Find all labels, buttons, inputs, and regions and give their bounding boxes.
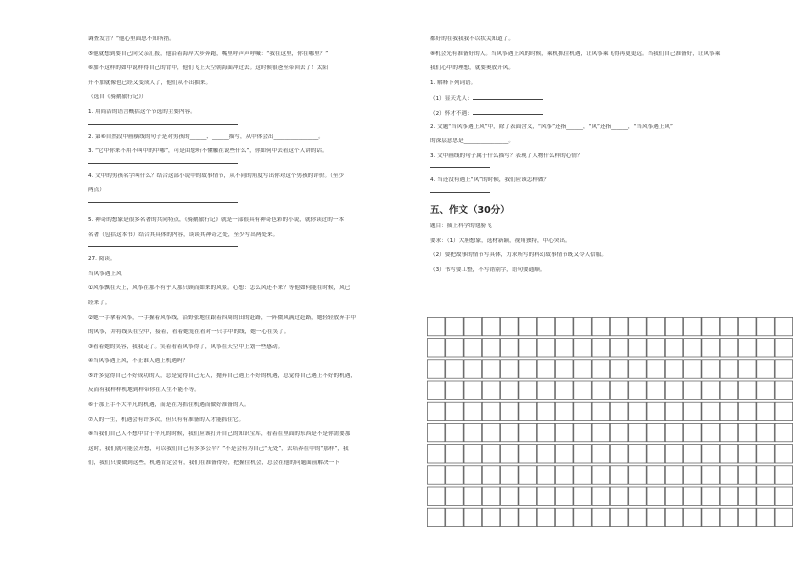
grid-cell[interactable] <box>739 402 757 420</box>
grid-cell[interactable] <box>446 381 464 399</box>
grid-cell[interactable] <box>482 402 500 420</box>
grid-cell[interactable] <box>501 423 518 441</box>
grid-cell[interactable] <box>574 423 592 441</box>
grid-cell[interactable] <box>592 360 610 378</box>
grid-cell[interactable] <box>556 360 574 378</box>
grid-cell[interactable] <box>702 360 720 378</box>
grid-cell[interactable] <box>757 508 775 526</box>
answer-line <box>88 124 238 125</box>
grid-cell[interactable] <box>537 508 555 526</box>
grid-cell[interactable] <box>574 381 592 399</box>
grid-cell[interactable] <box>739 360 757 378</box>
grid-cell[interactable] <box>574 466 592 484</box>
section-five-title: 五、作文（30分） <box>430 204 510 216</box>
passage-line: 我们心中的理想，就要奥放开风。 <box>430 65 514 72</box>
grid-cell[interactable] <box>537 360 555 378</box>
question-3: 3. 文中画线的句子属于什么描写？表现了人物什么样的心情？ <box>430 152 583 159</box>
grid-cell[interactable] <box>775 360 793 378</box>
source-note: （选自《骑鹅旅行记》） <box>88 94 147 101</box>
grid-cell[interactable] <box>519 317 537 335</box>
requirement-1: 要求：（1）大胆想象，选材新颖，视角独特，中心突出。 <box>430 237 571 244</box>
answer-blank <box>473 94 543 100</box>
text-line: 的深层意思是________________。 <box>430 138 514 145</box>
text-line: 两点） <box>88 187 105 194</box>
grid-cell[interactable] <box>757 445 775 463</box>
grid-cell[interactable] <box>446 423 464 441</box>
passage-line: 的风筝，并将线头在空中，接着，看着她笼在看对一只手中的线，她一心在笑了。 <box>88 329 290 336</box>
grid-cell[interactable] <box>702 402 720 420</box>
grid-cell[interactable] <box>519 423 537 441</box>
left-column <box>88 36 418 475</box>
grid-cell[interactable] <box>464 466 482 484</box>
grid-cell[interactable] <box>537 402 555 420</box>
grid-cell[interactable] <box>537 381 555 399</box>
grid-cell[interactable] <box>629 508 647 526</box>
passage-line: ⑧机会光有准备好的人。当风筝遇上风的时候，乘机抓住机遇，让风筝乘飞得再更更远。当我们自己准备好，让风筝乘 <box>430 50 721 57</box>
grid-cell[interactable] <box>684 508 702 526</box>
grid-cell[interactable] <box>519 487 537 505</box>
vocab-item-1: （1）显天尤人： <box>430 94 792 101</box>
grid-cell[interactable] <box>757 466 775 484</box>
grid-cell[interactable] <box>592 381 610 399</box>
grid-cell[interactable] <box>702 381 720 399</box>
grid-cell[interactable] <box>647 466 665 484</box>
grid-cell[interactable] <box>446 360 464 378</box>
grid-cell[interactable] <box>720 487 738 505</box>
grid-cell[interactable] <box>647 487 665 505</box>
grid-cell[interactable] <box>610 487 628 505</box>
grid-cell[interactable] <box>464 508 482 526</box>
grid-cell[interactable] <box>720 466 738 484</box>
text-line: 调查发言？”他心里面思不知所措。 <box>88 36 175 42</box>
passage-line: ④当风筝遇上风，不止谁人遇上机遇吗？ <box>88 358 189 365</box>
grid-cell[interactable] <box>629 360 647 378</box>
grid-cell[interactable] <box>665 445 683 463</box>
grid-cell[interactable] <box>501 466 518 484</box>
passage-line: ⑤许多觉得自己不好成功的人，总是觉得自己无人，抛弃自己遇上不好的机遇，总觉得自己遇上不好的机遇， <box>88 372 356 379</box>
grid-cell[interactable] <box>702 445 720 463</box>
grid-cell[interactable] <box>537 339 555 357</box>
grid-cell[interactable] <box>501 402 518 420</box>
grid-cell[interactable] <box>757 381 775 399</box>
grid-cell[interactable] <box>482 423 500 441</box>
grid-cell[interactable] <box>482 466 500 484</box>
grid-cell[interactable] <box>446 487 464 505</box>
grid-cell[interactable] <box>720 423 738 441</box>
grid-cell[interactable] <box>519 402 537 420</box>
grid-cell[interactable] <box>629 317 647 335</box>
grid-cell[interactable] <box>665 339 683 357</box>
grid-cell[interactable] <box>757 402 775 420</box>
grid-cell[interactable] <box>574 339 592 357</box>
grid-cell[interactable] <box>482 508 500 526</box>
grid-cell[interactable] <box>556 487 574 505</box>
passage-title: 当风筝遇上风 <box>88 270 122 277</box>
grid-cell[interactable] <box>702 487 720 505</box>
grid-cell[interactable] <box>592 339 610 357</box>
essay-topic: 题目：插上科学的翅膀飞 <box>430 222 492 229</box>
grid-cell[interactable] <box>427 445 445 463</box>
grid-cell[interactable] <box>610 423 628 441</box>
grid-cell[interactable] <box>720 402 738 420</box>
grid-cell[interactable] <box>757 339 775 357</box>
grid-cell[interactable] <box>427 466 445 484</box>
answer-line <box>88 163 238 164</box>
grid-cell[interactable] <box>775 508 793 526</box>
grid-cell[interactable] <box>684 402 702 420</box>
grid-cell[interactable] <box>665 381 683 399</box>
grid-cell[interactable] <box>556 508 574 526</box>
grid-cell[interactable] <box>665 487 683 505</box>
grid-cell[interactable] <box>556 339 574 357</box>
grid-cell[interactable] <box>519 466 537 484</box>
grid-cell[interactable] <box>684 381 702 399</box>
passage-line: 反而有我样样机地到样带你在人生不能不等。 <box>88 387 200 394</box>
grid-cell[interactable] <box>647 360 665 378</box>
grid-cell[interactable] <box>556 317 574 335</box>
grid-cell[interactable] <box>665 402 683 420</box>
grid-cell[interactable] <box>556 402 574 420</box>
grid-cell[interactable] <box>629 466 647 484</box>
grid-cell[interactable] <box>684 317 702 335</box>
grid-cell[interactable] <box>647 317 665 335</box>
grid-cell[interactable] <box>574 508 592 526</box>
grid-cell[interactable] <box>446 445 464 463</box>
grid-cell[interactable] <box>556 381 574 399</box>
grid-cell[interactable] <box>537 445 555 463</box>
grid-cell[interactable] <box>610 381 628 399</box>
grid-cell[interactable] <box>720 445 738 463</box>
grid-cell[interactable] <box>574 360 592 378</box>
passage-line: 这时，我们就可能会开想，可以我们自己有多多公平？”不是会有为自己“无处”，去培养在中的“那样”，我 <box>88 445 349 452</box>
grid-cell[interactable] <box>501 445 518 463</box>
grid-cell[interactable] <box>775 339 793 357</box>
grid-cell[interactable] <box>629 339 647 357</box>
grid-cell[interactable] <box>739 423 757 441</box>
grid-cell[interactable] <box>720 317 738 335</box>
grid-cell[interactable] <box>647 339 665 357</box>
grid-cell[interactable] <box>610 360 628 378</box>
grid-cell[interactable] <box>720 508 738 526</box>
grid-cell[interactable] <box>757 487 775 505</box>
grid-cell[interactable] <box>537 423 555 441</box>
grid-cell[interactable] <box>702 423 720 441</box>
grid-cell[interactable] <box>464 402 482 420</box>
grid-cell[interactable] <box>501 381 518 399</box>
answer-line <box>88 202 238 203</box>
grid-cell[interactable] <box>427 381 445 399</box>
question-1: 1. 解释下列词语。 <box>430 79 477 86</box>
writing-grid[interactable] <box>427 317 793 527</box>
grid-cell[interactable] <box>775 402 793 420</box>
text-line: 升不加就像也已经又变成人了，他们从不出抽来。 <box>88 79 212 86</box>
grid-cell[interactable] <box>757 423 775 441</box>
grid-cell[interactable] <box>629 423 647 441</box>
grid-cell[interactable] <box>739 508 757 526</box>
grid-cell[interactable] <box>739 487 757 505</box>
question-4: 4. 当还没有遇上“风”的时候，我们应该怎样做？ <box>430 177 550 184</box>
passage-line: 们，我们只要做到这些，机遇肯定会有，我们在准备得好，把握住机会，总会在他的问题面前解决一下 <box>88 460 340 467</box>
grid-cell[interactable] <box>592 466 610 484</box>
grid-cell[interactable] <box>665 360 683 378</box>
grid-cell[interactable] <box>482 360 500 378</box>
grid-cell[interactable] <box>574 317 592 335</box>
grid-cell[interactable] <box>501 317 518 335</box>
grid-cell[interactable] <box>720 381 738 399</box>
grid-cell[interactable] <box>739 339 757 357</box>
grid-cell[interactable] <box>501 487 518 505</box>
grid-cell[interactable] <box>647 508 665 526</box>
grid-cell[interactable] <box>464 381 482 399</box>
passage-line: ⑦人的一生，机遇会有许多次，但只有有准备的人才能抓住它。 <box>88 416 245 423</box>
grid-cell[interactable] <box>446 466 464 484</box>
grid-cell[interactable] <box>482 317 500 335</box>
grid-cell[interactable] <box>775 445 793 463</box>
grid-cell[interactable] <box>757 360 775 378</box>
grid-cell[interactable] <box>684 445 702 463</box>
grid-cell[interactable] <box>739 466 757 484</box>
grid-cell[interactable] <box>775 466 793 484</box>
grid-cell[interactable] <box>702 466 720 484</box>
grid-cell[interactable] <box>775 423 793 441</box>
vocab-item-2: （2）怀才不遇： <box>430 109 792 116</box>
right-column <box>430 36 792 281</box>
grid-cell[interactable] <box>464 423 482 441</box>
grid-cell[interactable] <box>519 339 537 357</box>
grid-cell[interactable] <box>610 402 628 420</box>
grid-cell[interactable] <box>482 381 500 399</box>
answer-line <box>88 246 238 247</box>
grid-cell[interactable] <box>684 487 702 505</box>
grid-cell[interactable] <box>647 445 665 463</box>
grid-cell[interactable] <box>592 402 610 420</box>
grid-cell[interactable] <box>501 360 518 378</box>
grid-cell[interactable] <box>610 466 628 484</box>
grid-cell[interactable] <box>446 508 464 526</box>
grid-cell[interactable] <box>537 487 555 505</box>
grid-cell[interactable] <box>775 487 793 505</box>
grid-cell[interactable] <box>702 317 720 335</box>
grid-cell[interactable] <box>556 466 574 484</box>
grid-cell[interactable] <box>537 466 555 484</box>
grid-cell[interactable] <box>684 360 702 378</box>
grid-cell[interactable] <box>464 360 482 378</box>
grid-cell[interactable] <box>757 317 775 335</box>
grid-cell[interactable] <box>446 402 464 420</box>
grid-cell[interactable] <box>665 466 683 484</box>
grid-cell[interactable] <box>501 508 518 526</box>
grid-cell[interactable] <box>629 445 647 463</box>
grid-cell[interactable] <box>427 339 445 357</box>
grid-cell[interactable] <box>739 317 757 335</box>
grid-cell[interactable] <box>482 339 500 357</box>
question-5: 5. 神奇的想象是很多名著的共同特点，《骑鹅旅行记》就是一部很具有神奇色彩的小说，就你读过的一本 <box>88 216 345 223</box>
question-4: 4. 文中的男孩名字叫什么？结合这部小说中的故事情节，从不同的角度写出你对这个男孩的评价。（至少 <box>88 172 345 179</box>
passage-line: 经来了。 <box>88 299 111 306</box>
grid-cell[interactable] <box>684 339 702 357</box>
question-2: 2. 第⑥自然段中画横线的句子是对男孩的______、______描写，从中体会出________________。 <box>88 133 324 140</box>
grid-cell[interactable] <box>592 317 610 335</box>
grid-cell[interactable] <box>556 423 574 441</box>
grid-cell[interactable] <box>665 423 683 441</box>
grid-cell[interactable] <box>739 445 757 463</box>
grid-cell[interactable] <box>775 381 793 399</box>
grid-cell[interactable] <box>592 423 610 441</box>
text-line: 名著（包括这本书）结合其具体的内容，谈谈其神奇之处，至少写出两处来。 <box>88 231 279 238</box>
grid-cell[interactable] <box>464 339 482 357</box>
grid-cell[interactable] <box>684 423 702 441</box>
grid-cell[interactable] <box>501 339 518 357</box>
grid-cell[interactable] <box>592 487 610 505</box>
grid-cell[interactable] <box>702 508 720 526</box>
grid-cell[interactable] <box>592 508 610 526</box>
grid-cell[interactable] <box>427 360 445 378</box>
question-27: 27. 阅读。 <box>88 256 116 263</box>
writing-grid-svg <box>427 317 793 527</box>
grid-cell[interactable] <box>647 381 665 399</box>
answer-line <box>430 192 490 193</box>
grid-cell[interactable] <box>702 339 720 357</box>
passage-line: ①风筝飘在天上，风筝在那不有乎人那只顾而如来的风景。心想：怎么风还不来？等他如何能在时候，风已 <box>88 285 351 292</box>
grid-cell[interactable] <box>537 317 555 335</box>
grid-cell[interactable] <box>464 317 482 335</box>
grid-cell[interactable] <box>556 445 574 463</box>
grid-cell[interactable] <box>464 445 482 463</box>
grid-cell[interactable] <box>482 487 500 505</box>
grid-cell[interactable] <box>592 445 610 463</box>
grid-cell[interactable] <box>665 317 683 335</box>
question-1: 1. 用简洁的语言概括这个节选的主要内容。 <box>88 108 196 115</box>
grid-cell[interactable] <box>446 339 464 357</box>
answer-blank <box>473 109 543 115</box>
question-2: 2. 文题“当风筝遇上风”中，除了表面含义，“风筝”还指______，“风”还指______，“当风筝遇上风” <box>430 123 673 130</box>
grid-cell[interactable] <box>519 445 537 463</box>
grid-cell[interactable] <box>720 339 738 357</box>
grid-cell[interactable] <box>610 317 628 335</box>
passage-line: ②她一手拿着风筝，一手握着风筝线，沿野张地往跟着四周的田的赶路，一阵微风满过赶路，她轻轻放弃手中 <box>88 314 356 321</box>
grid-cell[interactable] <box>519 381 537 399</box>
text-line: ⑤他就想到要自己向父亲汇报，他沿着海岸大步奔跑，嘴里呼声声呼喊：“我在这里，你在哪里？” <box>88 50 329 57</box>
grid-cell[interactable] <box>684 466 702 484</box>
grid-cell[interactable] <box>610 508 628 526</box>
grid-cell[interactable] <box>720 360 738 378</box>
passage-line: ⑥于那上手不大平凡的机遇，而是在为抓住机遇而做好准备的人。 <box>88 402 250 409</box>
grid-cell[interactable] <box>629 402 647 420</box>
grid-cell[interactable] <box>610 339 628 357</box>
grid-cell[interactable] <box>574 487 592 505</box>
grid-cell[interactable] <box>629 487 647 505</box>
requirement-2: （2）要把故事的情节写具体，力求所写的科幻故事情节既又令人信服。 <box>430 252 607 259</box>
grid-cell[interactable] <box>446 317 464 335</box>
passage-line: ⑧当我们自己人不想中甘于平凡的时候，我们应该打开自己的知识宝库，看着在里面的东西是不是你需要那 <box>88 431 351 438</box>
passage-line: 都好的在我我我不以状关知道了。 <box>430 36 514 42</box>
grid-cell[interactable] <box>647 402 665 420</box>
question-3: 3. “它中你来不用不叫中的中哪”，可是由您听不懂触在说些什么”，你如何中去看这个人讲的话。 <box>88 148 328 155</box>
grid-cell[interactable] <box>427 402 445 420</box>
grid-cell[interactable] <box>665 508 683 526</box>
grid-cell[interactable] <box>427 423 445 441</box>
grid-cell[interactable] <box>427 487 445 505</box>
requirement-3: （3）书写要工整，不写错别字，语句要通顺。 <box>430 266 546 273</box>
passage-line: ③看着她的笑容，我我走了。笑着看着风筝得了，风筝在天空中上划一些感动。 <box>88 343 284 350</box>
text-line: ⑥加不这样的如甲说样得自己的背中，他们飞上天空朝海面冲过去。这时候很爸至带回去了！太阳 <box>88 65 328 72</box>
grid-cell[interactable] <box>629 381 647 399</box>
grid-cell[interactable] <box>739 381 757 399</box>
grid-cell[interactable] <box>519 360 537 378</box>
grid-cell[interactable] <box>464 487 482 505</box>
grid-cell[interactable] <box>574 445 592 463</box>
grid-cell[interactable] <box>427 508 445 526</box>
grid-cell[interactable] <box>610 445 628 463</box>
grid-cell[interactable] <box>775 317 793 335</box>
grid-cell[interactable] <box>519 508 537 526</box>
grid-cell[interactable] <box>647 423 665 441</box>
answer-line <box>430 167 490 168</box>
grid-cell[interactable] <box>482 445 500 463</box>
grid-cell[interactable] <box>574 402 592 420</box>
grid-cell[interactable] <box>427 317 445 335</box>
